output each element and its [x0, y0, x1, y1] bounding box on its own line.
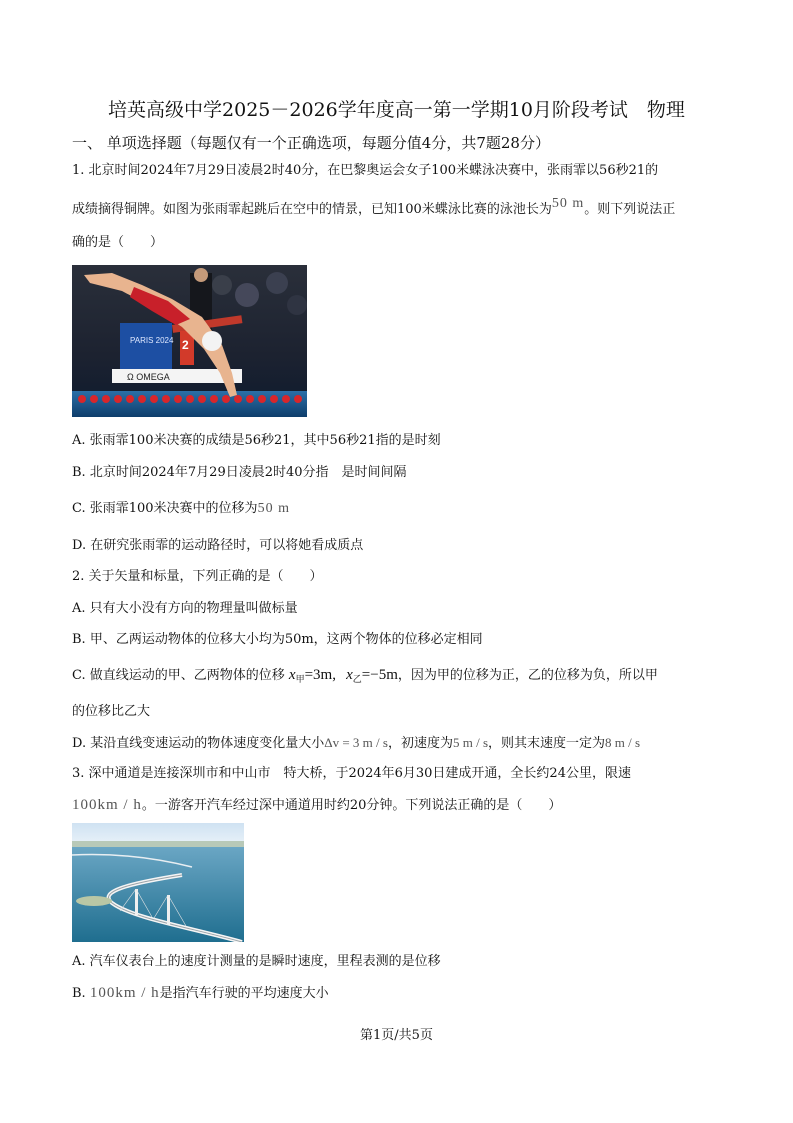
omega-brand-text: Ω OMEGA — [127, 372, 170, 382]
q2-option-c — [72, 666, 658, 688]
q2-option-d-v0: 5 m / s — [452, 735, 489, 750]
q2-x-symbol-2: x — [346, 667, 353, 683]
q1-stem-line2-text: 成绩摘得铜牌。如图为张雨霏起跳后在空中的情景，已知100米蝶泳比赛的泳池长为 — [72, 202, 552, 217]
page-footer: 第1页/共5页 — [360, 1028, 433, 1043]
q2-value-yi: =−5m — [361, 667, 398, 683]
q3-option-b-math: 100km / h — [89, 985, 160, 1001]
q1-option-b: B. 北京时间2024年7月29日凌晨2时40分指 是时间间隔 — [72, 465, 407, 480]
q3-option-a: A. 汽车仪表台上的速度计测量的是瞬时速度，里程表测的是位移 — [72, 954, 441, 969]
page-title: 培英高级中学2025－2026学年度高一第一学期10月阶段考试 物理 — [108, 99, 685, 121]
swimmer-photo — [72, 265, 307, 417]
q1-option-c-text: C. 张雨霏100米决赛中的位移为 — [72, 501, 258, 516]
q3-option-b-label: B. — [72, 986, 90, 1001]
q2-option-a: A. 只有大小没有方向的物理量叫做标量 — [72, 601, 298, 616]
q3-stem-line1: 3. 深中通道是连接深圳市和中山市 特大桥，于2024年6月30日建成开通，全长约24公里，限速 — [72, 766, 631, 781]
q2-option-b: B. 甲、乙两运动物体的位移大小均为50m，这两个物体的位移必定相同 — [72, 632, 483, 647]
q1-stem-line1: 1. 北京时间2024年7月29日凌晨2时40分，在巴黎奥运会女子100米蝶泳决赛中，张雨霏以56秒21的 — [72, 163, 659, 178]
q2-displacement-yi — [346, 667, 398, 683]
q2-option-c-tail: ，因为甲的位移为正，乙的位移为负，所以甲 — [397, 668, 658, 683]
q2-option-c-line2: 的位移比乙大 — [72, 704, 151, 719]
q3-speed-limit: 100km / h — [72, 797, 142, 813]
q2-option-d-v1: 8 m / s — [605, 735, 641, 750]
q1-pool-length: 50 m — [551, 196, 585, 211]
q2-x-symbol: x — [288, 667, 296, 683]
bridge-photo — [72, 823, 244, 942]
q3-option-b — [72, 984, 329, 1003]
q1-option-a: A. 张雨霏100米决赛的成绩是56秒21，其中56秒21指的是时刻 — [72, 433, 441, 448]
q1-stem-line2-tail: 。则下列说法正 — [584, 202, 676, 217]
q2-value-jia: =3m, — [304, 667, 336, 683]
q2-option-d — [72, 734, 640, 753]
q2-option-d-dv: Δv = 3 m / s — [324, 735, 388, 750]
section-heading: 一、 单项选择题（每题仅有一个正确选项，每题分值4分，共7题28分） — [72, 134, 550, 152]
q1-option-d: D. 在研究张雨霏的运动路径时，可以将她看成质点 — [72, 538, 364, 553]
q2-option-c-text: C. 做直线运动的甲、乙两物体的位移 — [72, 668, 285, 683]
q3-option-b-text: 是指汽车行驶的平均速度大小 — [159, 986, 329, 1001]
q1-stem-line2 — [72, 196, 676, 219]
q1-stem-line3: 确的是（ ） — [72, 235, 164, 250]
q2-option-d-text: D. 某沿直线变速运动的物体速度变化量大小 — [72, 736, 325, 751]
q1-option-c — [72, 500, 290, 518]
q2-option-d-mid: ，初速度为 — [387, 736, 453, 751]
q3-stem-line2-tail: 。一游客开汽车经过深中通道用时约20分钟。下列说法正确的是（ ） — [141, 798, 562, 813]
q3-stem-line2 — [72, 796, 561, 815]
q2-sub-jia: 甲 — [295, 674, 305, 684]
lane-number: 2 — [182, 338, 189, 352]
q2-sub-yi: 乙 — [352, 674, 362, 684]
q2-displacement-jia — [289, 667, 336, 683]
q2-stem: 2. 关于矢量和标量，下列正确的是（ ） — [72, 569, 323, 584]
paris-banner-text: PARIS 2024 — [130, 336, 174, 345]
q2-option-d-mid2: ，则其末速度一定为 — [488, 736, 606, 751]
q1-option-c-math: 50 m — [257, 501, 290, 516]
